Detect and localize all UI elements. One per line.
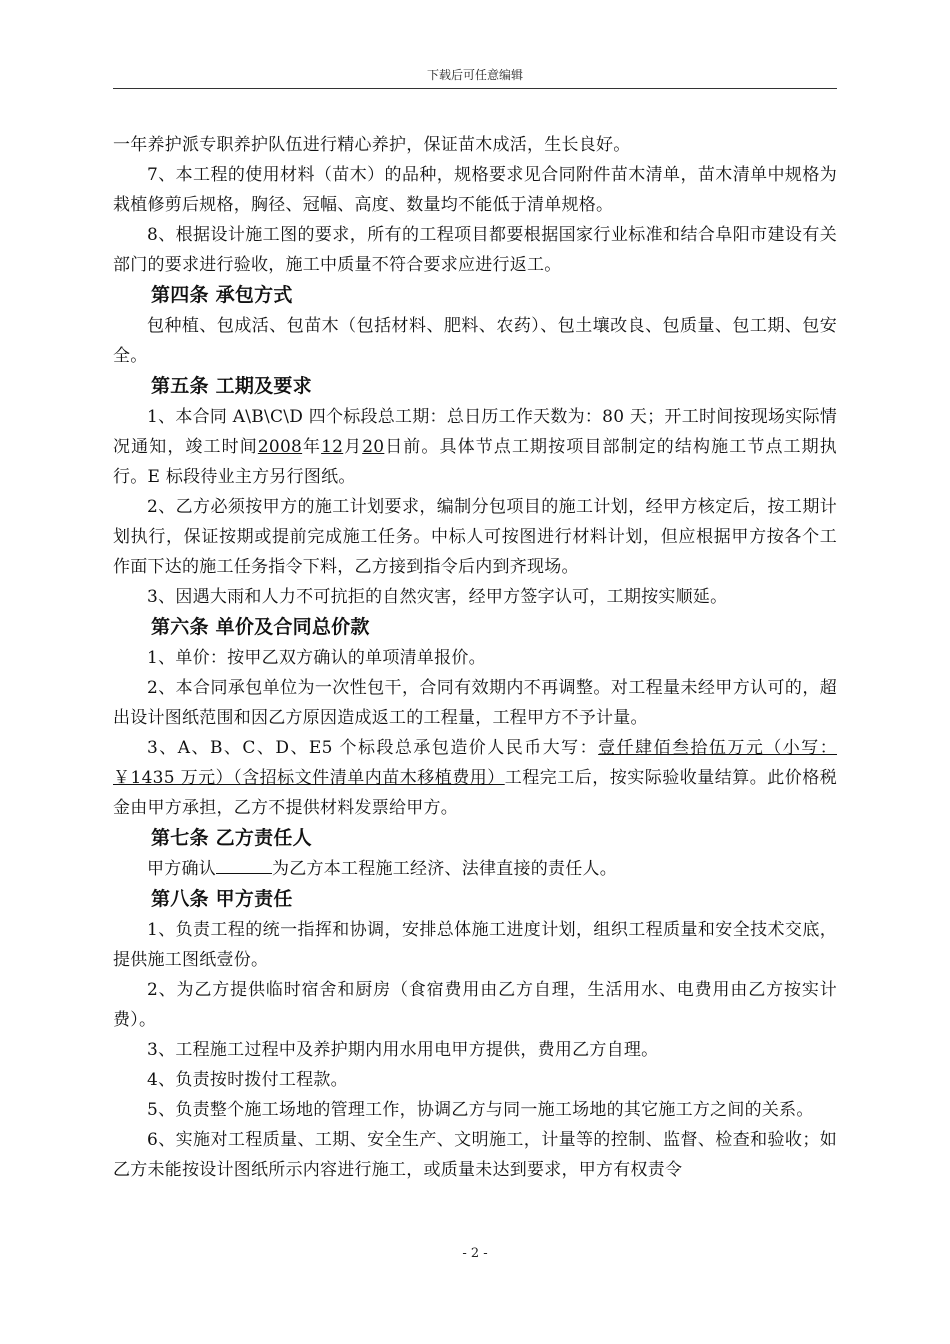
completion-day: 20 xyxy=(362,437,385,457)
paragraph-article-8-6: 6、实施对工程质量、工期、安全生产、文明施工，计量等的控制、监督、检查和验收；如乙方未能按设计图纸所示内容进行施工，或质量未达到要求，甲方有权责令 xyxy=(113,1130,837,1180)
section-heading-article-4: 第四条 承包方式 xyxy=(151,284,293,306)
text-run: 1、本合同 A\B\C\D 四个标段总工期：总日历工作天数为：80 天；开工时间按现场实际情况通知，竣工时间 xyxy=(113,407,837,457)
paragraph-clause-7: 7、本工程的使用材料（苗木）的品种，规格要求见合同附件苗木清单，苗木清单中规格为栽植修剪后规格，胸径、冠幅、高度、数量均不能低于清单规格。 xyxy=(113,165,837,215)
text-run: 年 xyxy=(302,437,322,457)
paragraph-article-8-5: 5、负责整个施工场地的管理工作，协调乙方与同一施工场地的其它施工方之间的关系。 xyxy=(147,1100,814,1120)
section-heading-article-7: 第七条 乙方责任人 xyxy=(151,827,312,849)
section-heading-article-8: 第八条 甲方责任 xyxy=(151,888,293,910)
paragraph-article-7-1 xyxy=(113,854,837,884)
completion-year: 2008 xyxy=(257,437,303,457)
paragraph-article-5-2: 2、乙方必须按甲方的施工计划要求，编制分包项目的施工计划，经甲方核定后，按工期计划执行，保证按期或提前完成施工任务。中标人可按图进行材料计划，但应根据甲方按各个工作面下达的施工任务指令下料，乙方接到指令后内到齐现场。 xyxy=(113,497,837,577)
contract-price-amount: 壹仟肆佰叁拾伍万元（小写：￥1435 万元）（含招标文件清单内苗木移植费用） xyxy=(113,738,837,788)
paragraph-intro: 一年养护派专职养护队伍进行精心养护，保证苗木成活，生长良好。 xyxy=(113,135,631,155)
paragraph-article-5-3: 3、因遇大雨和人力不可抗拒的自然灾害，经甲方签字认可，工期按实顺延。 xyxy=(147,587,728,607)
text-run: 工程完工后，按实际验收量结算。此价格税金由甲方承担，乙方不提供材料发票给甲方。 xyxy=(113,768,838,818)
paragraph-article-6-2: 2、本合同承包单位为一次性包干，合同有效期内不再调整。对工程量未经甲方认可的，超出设计图纸范围和因乙方原因造成返工的工程量，工程甲方不予计量。 xyxy=(113,678,837,728)
paragraph-article-5-1 xyxy=(113,402,837,492)
text-run: 3、A、B、C、D、E5 个标段总承包造价人民币大写： xyxy=(147,738,599,758)
paragraph-article-6-3 xyxy=(113,733,837,823)
paragraph-article-8-3: 3、工程施工过程中及养护期内用水用电甲方提供，费用乙方自理。 xyxy=(147,1040,659,1060)
paragraph-clause-8: 8、根据设计施工图的要求，所有的工程项目都要根据国家行业标准和结合阜阳市建设有关部门的要求进行验收，施工中质量不符合要求应进行返工。 xyxy=(113,225,837,275)
completion-month: 12 xyxy=(321,437,344,457)
document-body xyxy=(113,130,837,1185)
paragraph-article-8-1: 1、负责工程的统一指挥和协调，安排总体施工进度计划，组织工程质量和安全技术交底，提供施工图纸壹份。 xyxy=(113,920,837,970)
page-header-note: 下载后可任意编辑 xyxy=(426,68,523,82)
text-run: 日前。具体节点工期按项目部制定的结构施工节点工期执行。E 标段待业主方另行图纸。 xyxy=(113,437,838,487)
header-divider xyxy=(113,88,837,89)
page-number: - 2 - xyxy=(462,1246,488,1261)
responsible-person-blank xyxy=(216,855,272,874)
text-run: 月 xyxy=(343,437,363,457)
text-run: 甲方确认 xyxy=(147,859,216,879)
section-heading-article-5: 第五条 工期及要求 xyxy=(151,375,312,397)
section-heading-article-6: 第六条 单价及合同总价款 xyxy=(151,616,370,638)
paragraph-article-4-1: 包种植、包成活、包苗木（包括材料、肥料、农药）、包土壤改良、包质量、包工期、包安全。 xyxy=(113,316,837,366)
paragraph-article-8-2: 2、为乙方提供临时宿舍和厨房（食宿费用由乙方自理，生活用水、电费用由乙方按实计费）。 xyxy=(113,980,837,1030)
paragraph-article-6-1: 1、单价：按甲乙双方确认的单项清单报价。 xyxy=(147,648,486,668)
paragraph-article-8-4: 4、负责按时拨付工程款。 xyxy=(147,1070,348,1090)
text-run: 为乙方本工程施工经济、法律直接的责任人。 xyxy=(272,859,617,879)
